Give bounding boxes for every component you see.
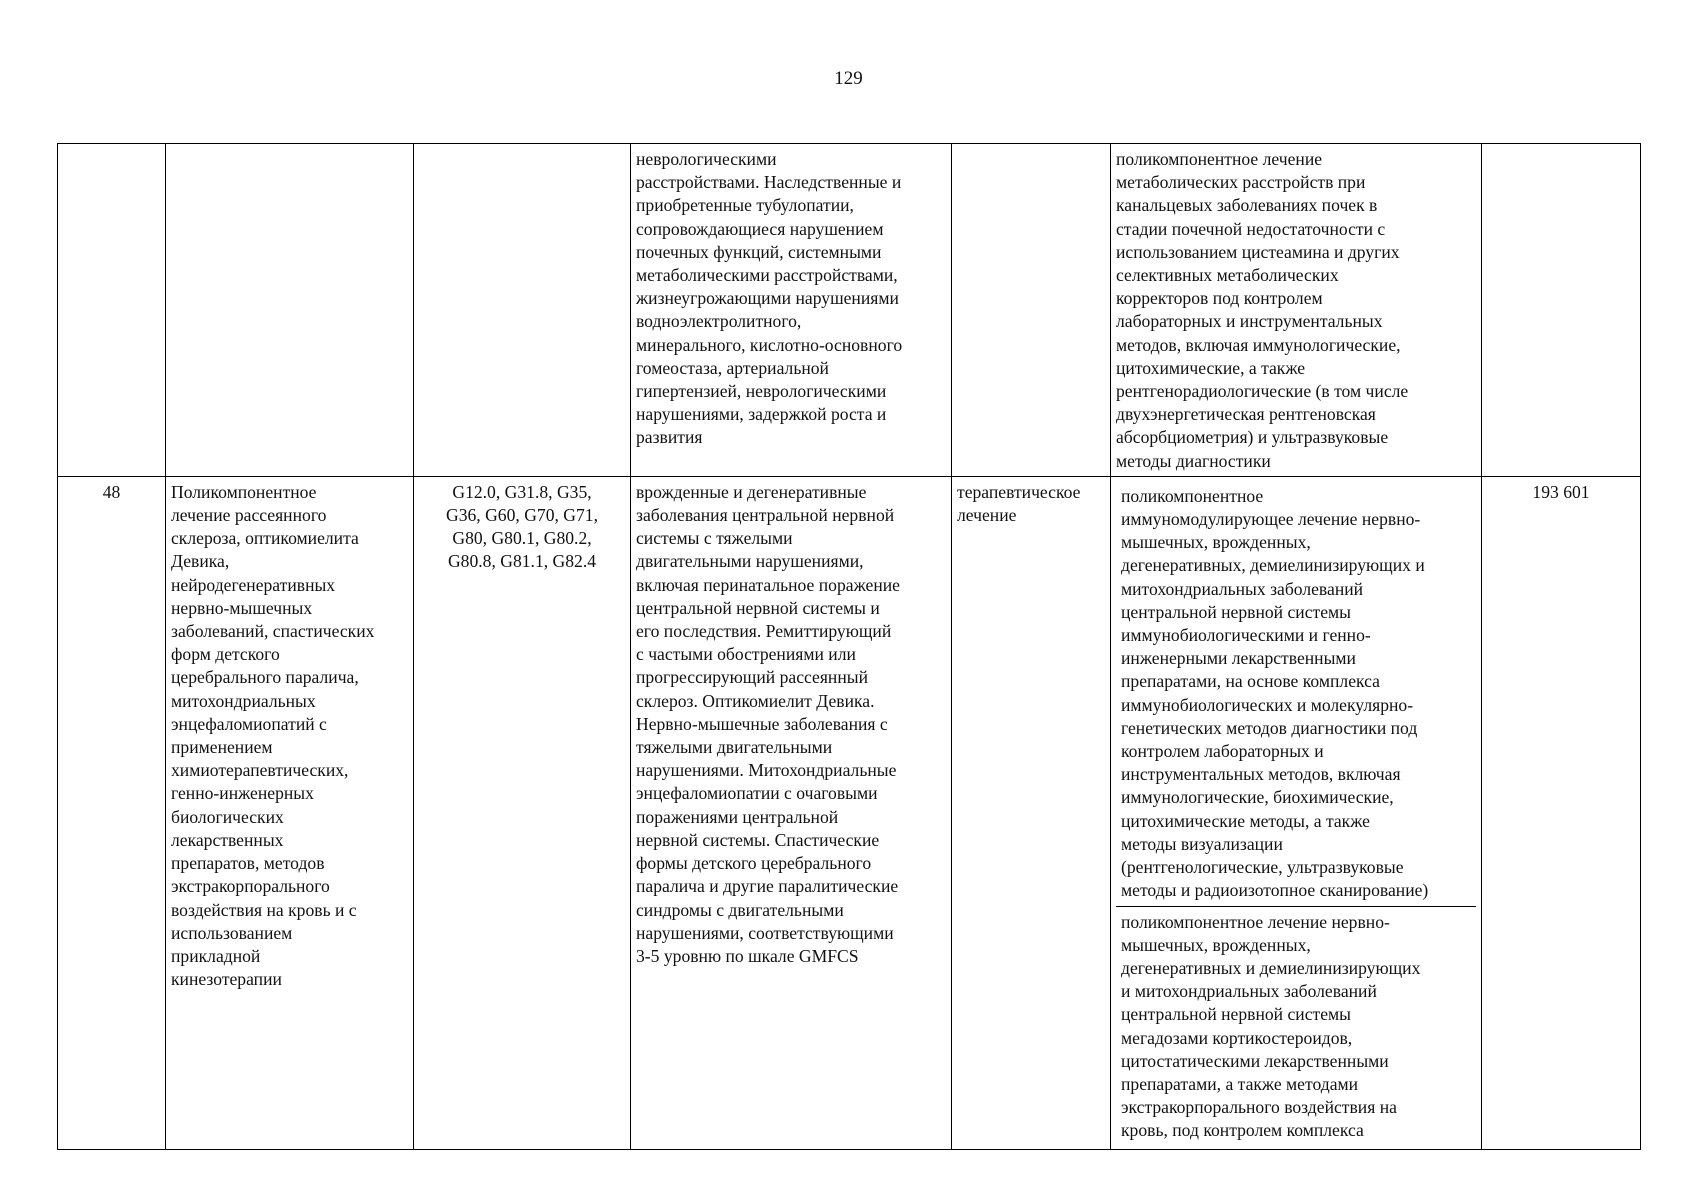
text-line: цитостатическими лекарственными xyxy=(1121,1050,1389,1071)
text-line: нарушениями, задержкой роста и xyxy=(636,404,887,425)
text-line: заболевания центральной нервной xyxy=(636,505,895,526)
text-line: дегенеративных и демиелинизирующих xyxy=(1121,957,1421,978)
text-line: корректоров под контролем xyxy=(1116,288,1323,309)
text-line: системы с тяжелыми xyxy=(636,528,793,549)
method-2 xyxy=(1116,907,1476,1146)
diagnosis-text xyxy=(636,481,946,968)
text-line: синдромы с двигательными xyxy=(636,899,844,920)
text-line: иммунобиологическими и генно- xyxy=(1121,625,1371,646)
text-line: водноэлектролитного, xyxy=(636,311,802,332)
method-1 xyxy=(1116,481,1476,907)
text-line: мышечных, врожденных, xyxy=(1121,934,1311,955)
text-line: стадии почечной недостаточности с xyxy=(1116,218,1386,239)
method-text xyxy=(1116,148,1476,473)
text-line: прогрессирующий рассеянный xyxy=(636,667,868,688)
text-line: нервно-мышечных xyxy=(171,597,313,618)
text-line: форм детского xyxy=(171,644,280,665)
text-line: методы визуализации xyxy=(1121,833,1283,854)
text-line: G80, G80.1, G80.2, xyxy=(452,528,592,549)
text-line: энцефаломиопатии с очаговыми xyxy=(636,783,878,804)
cell-methods xyxy=(1111,476,1482,1149)
text-line: использованием цистеамина и других xyxy=(1116,241,1400,262)
text-line: жизнеугрожающими нарушениями xyxy=(636,288,899,309)
text-line: энцефаломиопатий с xyxy=(171,713,327,734)
cell-number-empty xyxy=(58,144,166,477)
text-line: кинезотерапии xyxy=(171,969,282,990)
text-line: генно-инженерных xyxy=(171,783,314,804)
text-line: кровь, под контролем комплекса xyxy=(1121,1120,1364,1141)
cell-row-number xyxy=(58,476,166,1149)
text-line: Нервно-мышечные заболевания с xyxy=(636,713,888,734)
text-line: тяжелыми двигательными xyxy=(636,737,833,758)
text-line: нарушениями, соответствующими xyxy=(636,922,894,943)
text-line: метаболическими расстройствами, xyxy=(636,265,898,286)
text-line: контролем лабораторных и xyxy=(1121,741,1324,762)
cell-cost-empty xyxy=(1482,144,1641,477)
text-line: мышечных, врожденных, xyxy=(1121,532,1311,553)
text-line: нейродегенеративных xyxy=(171,574,336,595)
treatment-type xyxy=(957,481,1105,527)
cell-treatment-type-empty xyxy=(952,144,1111,477)
text-line: препаратами, на основе комплекса xyxy=(1121,671,1380,692)
cell-codes-empty xyxy=(414,144,631,477)
text-line: иммунобиологических и молекулярно- xyxy=(1121,694,1414,715)
method-2-text xyxy=(1121,911,1471,1143)
cell-name xyxy=(166,476,414,1149)
text-line: минерального, кислотно-основного xyxy=(636,334,903,355)
cell-icd-codes xyxy=(414,476,631,1149)
text-line: центральной нервной системы и xyxy=(636,597,880,618)
diagnosis-text xyxy=(636,148,946,450)
text-line: иммунологические, биохимические, xyxy=(1121,787,1394,808)
text-line: биологических xyxy=(171,806,284,827)
text-line: экстракорпорального воздействия на xyxy=(1121,1097,1397,1118)
text-line: лечение xyxy=(957,505,1017,526)
page-number: 129 xyxy=(834,68,863,89)
text-line: неврологическими xyxy=(636,149,777,169)
cell-treatment-type xyxy=(952,476,1111,1149)
table-row-48 xyxy=(58,476,1641,1149)
text-line: развития xyxy=(636,427,703,448)
text-line: рентгенорадиологические (в том числе xyxy=(1116,381,1409,402)
text-line: препаратов, методов xyxy=(171,853,325,874)
text-line: лечение рассеянного xyxy=(171,505,327,526)
text-line: инструментальных методов, включая xyxy=(1121,764,1401,785)
text-line: двухэнергетическая рентгеновская xyxy=(1116,404,1376,425)
text-line: иммуномодулирующее лечение нервно- xyxy=(1121,509,1421,530)
cell-method xyxy=(1111,144,1482,477)
row-number: 48 xyxy=(102,481,121,502)
table-row-continued xyxy=(58,144,1641,477)
text-line: гомеостаза, артериальной xyxy=(636,357,829,378)
text-line: прикладной xyxy=(171,945,261,966)
text-line: и митохондриальных заболеваний xyxy=(1121,981,1377,1002)
text-line: формы детского церебрального xyxy=(636,853,872,874)
text-line: экстракорпорального xyxy=(171,876,330,897)
text-line: церебрального паралича, xyxy=(171,667,359,688)
text-line: паралича и другие паралитические xyxy=(636,876,899,897)
text-line: включая перинатальное поражение xyxy=(636,574,900,595)
text-line: метаболических расстройств при xyxy=(1116,172,1366,193)
text-line: G36, G60, G70, G71, xyxy=(446,505,598,526)
method-1-text xyxy=(1121,485,1471,903)
text-line: поликомпонентное лечение нервно- xyxy=(1121,911,1390,932)
text-line: селективных метаболических xyxy=(1116,265,1339,286)
text-line: с частыми обострениями или xyxy=(636,644,856,665)
text-line: воздействия на кровь и с xyxy=(171,899,357,920)
text-line: центральной нервной системы xyxy=(1121,1004,1351,1025)
text-line: его последствия. Ремиттирующий xyxy=(636,621,892,642)
text-line: методы диагностики xyxy=(1116,450,1271,471)
text-line: методы и радиоизотопное сканирование) xyxy=(1121,880,1429,901)
text-line: применением xyxy=(171,737,273,758)
text-line: нервной системы. Спастические xyxy=(636,829,880,850)
text-line: дегенеративных, демиелинизирующих и xyxy=(1121,555,1425,576)
text-line: цитохимические, а также xyxy=(1116,357,1306,378)
text-line: терапевтическое xyxy=(957,481,1081,502)
cell-diagnosis xyxy=(631,476,952,1149)
text-line: 3-5 уровню по шкале GMFCS xyxy=(636,945,859,966)
text-line: (рентгенологические, ультразвуковые xyxy=(1121,857,1404,878)
icd-codes xyxy=(419,481,625,574)
text-line: гипертензией, неврологическими xyxy=(636,381,887,402)
cost-value: 193 601 xyxy=(1532,481,1590,502)
text-line: методов, включая иммунологические, xyxy=(1116,334,1401,355)
text-line: склероза, оптикомиелита xyxy=(171,528,359,549)
care-type-name xyxy=(171,481,408,991)
text-line: митохондриальных xyxy=(171,690,316,711)
text-line: склероз. Оптикомиелит Девика. xyxy=(636,690,875,711)
text-line: почечных функций, системными xyxy=(636,241,882,262)
text-line: G80.8, G81.1, G82.4 xyxy=(447,551,597,572)
text-line: абсорбциометрия) и ультразвуковые xyxy=(1116,427,1389,448)
text-line: поликомпонентное xyxy=(1121,485,1264,506)
text-line: канальцевых заболеваниях почек в xyxy=(1116,195,1378,216)
text-line: поражениями центральной xyxy=(636,806,839,827)
text-line: препаратами, а также методами xyxy=(1121,1073,1359,1094)
text-line: поликомпонентное лечение xyxy=(1116,149,1323,169)
text-line: Девика, xyxy=(171,551,230,572)
cell-diagnosis xyxy=(631,144,952,477)
text-line: Поликомпонентное xyxy=(171,481,317,502)
text-line: цитохимические методы, а также xyxy=(1121,810,1370,831)
text-line: двигательными нарушениями, xyxy=(636,551,864,572)
medical-care-table xyxy=(57,143,1641,1150)
text-line: инженерными лекарственными xyxy=(1121,648,1356,669)
text-line: врожденные и дегенеративные xyxy=(636,481,867,502)
text-line: нарушениями. Митохондриальные xyxy=(636,760,897,781)
text-line: мегадозами кортикостероидов, xyxy=(1121,1027,1353,1048)
text-line: расстройствами. Наследственные и xyxy=(636,172,902,193)
cell-cost xyxy=(1482,476,1641,1149)
text-line: заболеваний, спастических xyxy=(171,621,375,642)
text-line: G12.0, G31.8, G35, xyxy=(452,481,592,502)
text-line: приобретенные тубулопатии, xyxy=(636,195,854,216)
text-line: лабораторных и инструментальных xyxy=(1116,311,1383,332)
text-line: митохондриальных заболеваний xyxy=(1121,578,1364,599)
text-line: лекарственных xyxy=(171,829,284,850)
text-line: генетических методов диагностики под xyxy=(1121,717,1418,738)
cell-name-empty xyxy=(166,144,414,477)
text-line: центральной нервной системы xyxy=(1121,601,1351,622)
text-line: сопровождающиеся нарушением xyxy=(636,218,884,239)
text-line: использованием xyxy=(171,922,293,943)
text-line: химиотерапевтических, xyxy=(171,760,349,781)
